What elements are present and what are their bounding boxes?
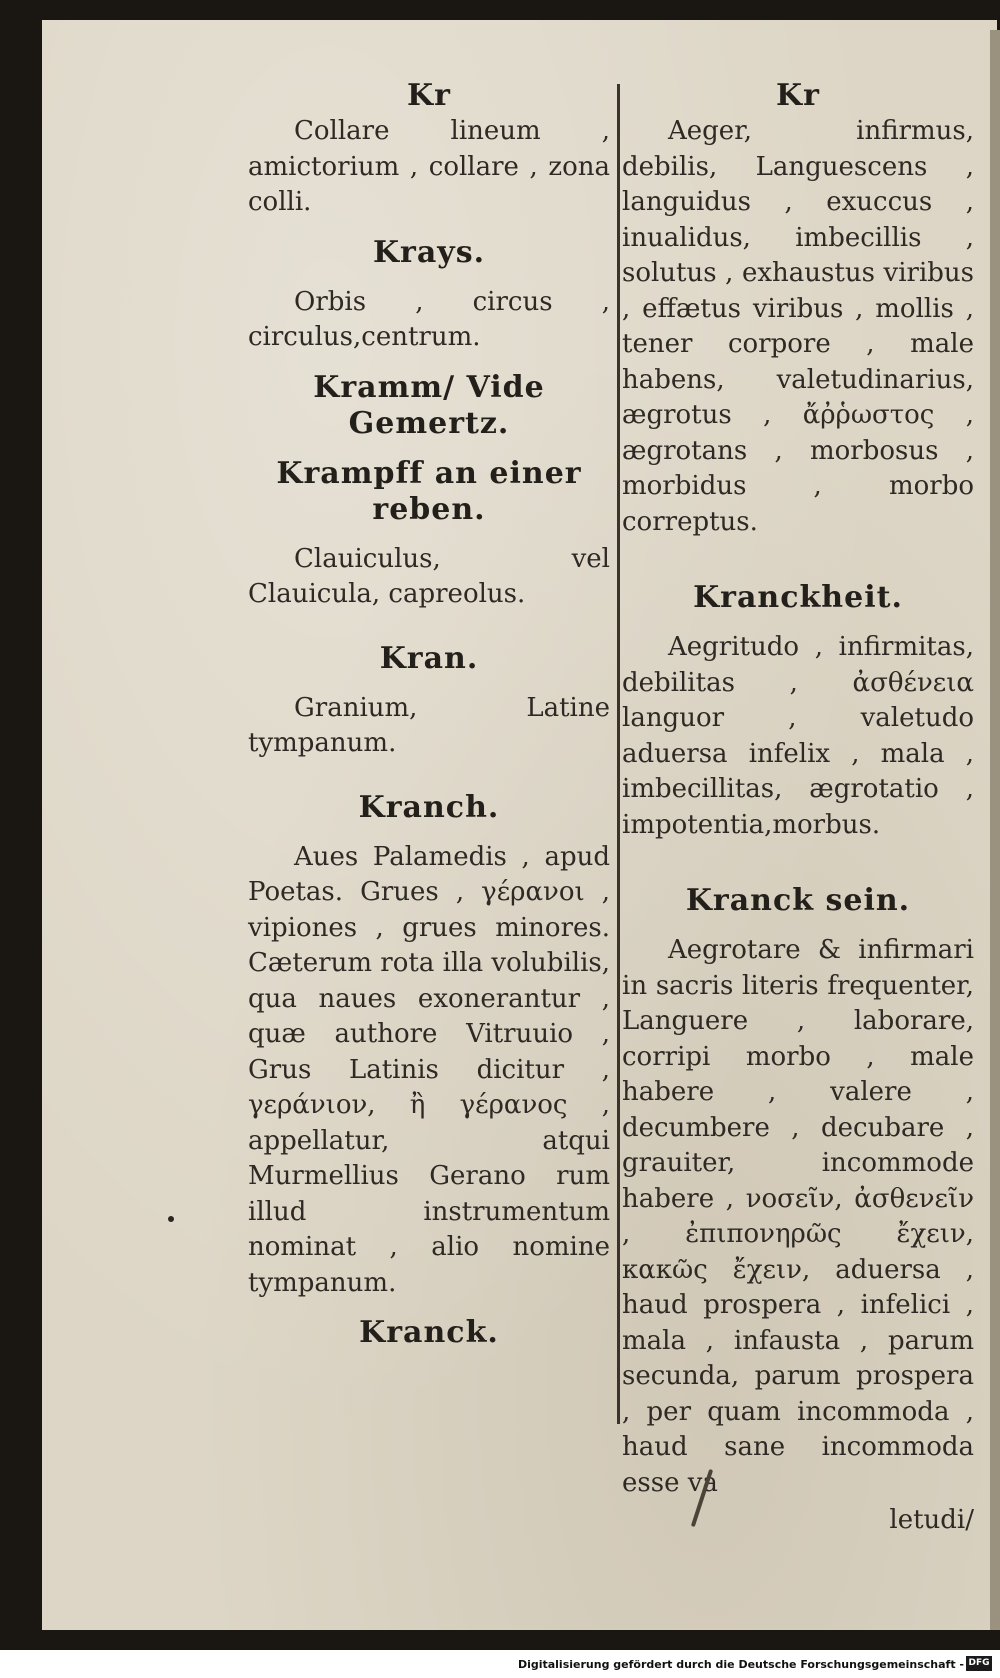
headword: Kranckheit. bbox=[693, 580, 903, 615]
ink-dot bbox=[168, 1216, 174, 1222]
entry-text: Clauiculus, vel Clauicula, capreolus. bbox=[248, 543, 610, 609]
page-edge bbox=[990, 30, 1000, 1630]
entry-text: Orbis , circus , circulus,centrum. bbox=[248, 286, 610, 352]
entry-text: Aues Palamedis , apud Poetas. Grues , γέρανοι , vipiones , grues minores. Cæterum rota illa volubilis, qua naues exonerantur , quæ authore Vitruuio , Grus Latinis dicitur , γεράνιον, ἢ γέρανος , appellatur, atqui Murmellius Gerano rum illud instrumentum nominat , alio nomine tympanum. bbox=[248, 841, 610, 1298]
headword: Krays. bbox=[372, 234, 486, 270]
entry-text: Collare lineum , amictorium , collare , zona colli. bbox=[248, 116, 610, 217]
column-divider bbox=[617, 84, 620, 1424]
entry-text: Aeger, infirmus, debilis, Languescens , languidus , exuccus , inualidus, imbecillis , solutus , exhaustus viribus , effætus viribus , mollis , tener corpore , male habens, valetudinarius, ægrotus , ἄῤῥωστος , ægrotans , morbosus , morbidus , morbo correptus. bbox=[622, 116, 974, 537]
entry-text: Aegritudo , infirmitas, debilitas , ἀσθένεια languor , valetudo aduersa infelix , mala , imbecillitas, ægrotatio , impotentia,morbus. bbox=[622, 632, 974, 840]
headword: Kran. bbox=[379, 640, 479, 676]
entry-text: Granium, Latine tympanum. bbox=[248, 692, 610, 758]
footer-credit: Digitalisierung gefördert durch die Deutsche Forschungsgemeinschaft - bbox=[517, 1658, 964, 1671]
catchword: letudi/ bbox=[889, 1505, 974, 1535]
headword: Kramm/ Vide Gemertz. bbox=[313, 369, 545, 441]
entry-text: Aegrotare & infirmari in sacris literis frequenter, Languere , laborare, corripi morbo , male habere , valere , decumbere , decubare , grauiter, incommode habere , νοσεῖν, ἀσθενεῖν , ἐπιπονηρῶς ἔχειν, κακῶς ἔχειν, aduersa , haud prospera , infelici , mala , infausta , parum secunda, parum prospera , per quam incommoda , haud sane incommoda esse va bbox=[622, 935, 974, 1498]
headword: Kr bbox=[776, 78, 820, 113]
right-column bbox=[622, 78, 974, 1538]
headword: Krampff an einer reben. bbox=[276, 455, 582, 527]
headword: Kranck sein. bbox=[685, 883, 911, 918]
catchword: Kranck. bbox=[359, 1315, 499, 1350]
left-column bbox=[248, 78, 610, 1351]
dfg-logo: DFG bbox=[966, 1656, 992, 1671]
headword: Kr bbox=[407, 78, 451, 113]
headword: Kranch. bbox=[358, 789, 500, 825]
